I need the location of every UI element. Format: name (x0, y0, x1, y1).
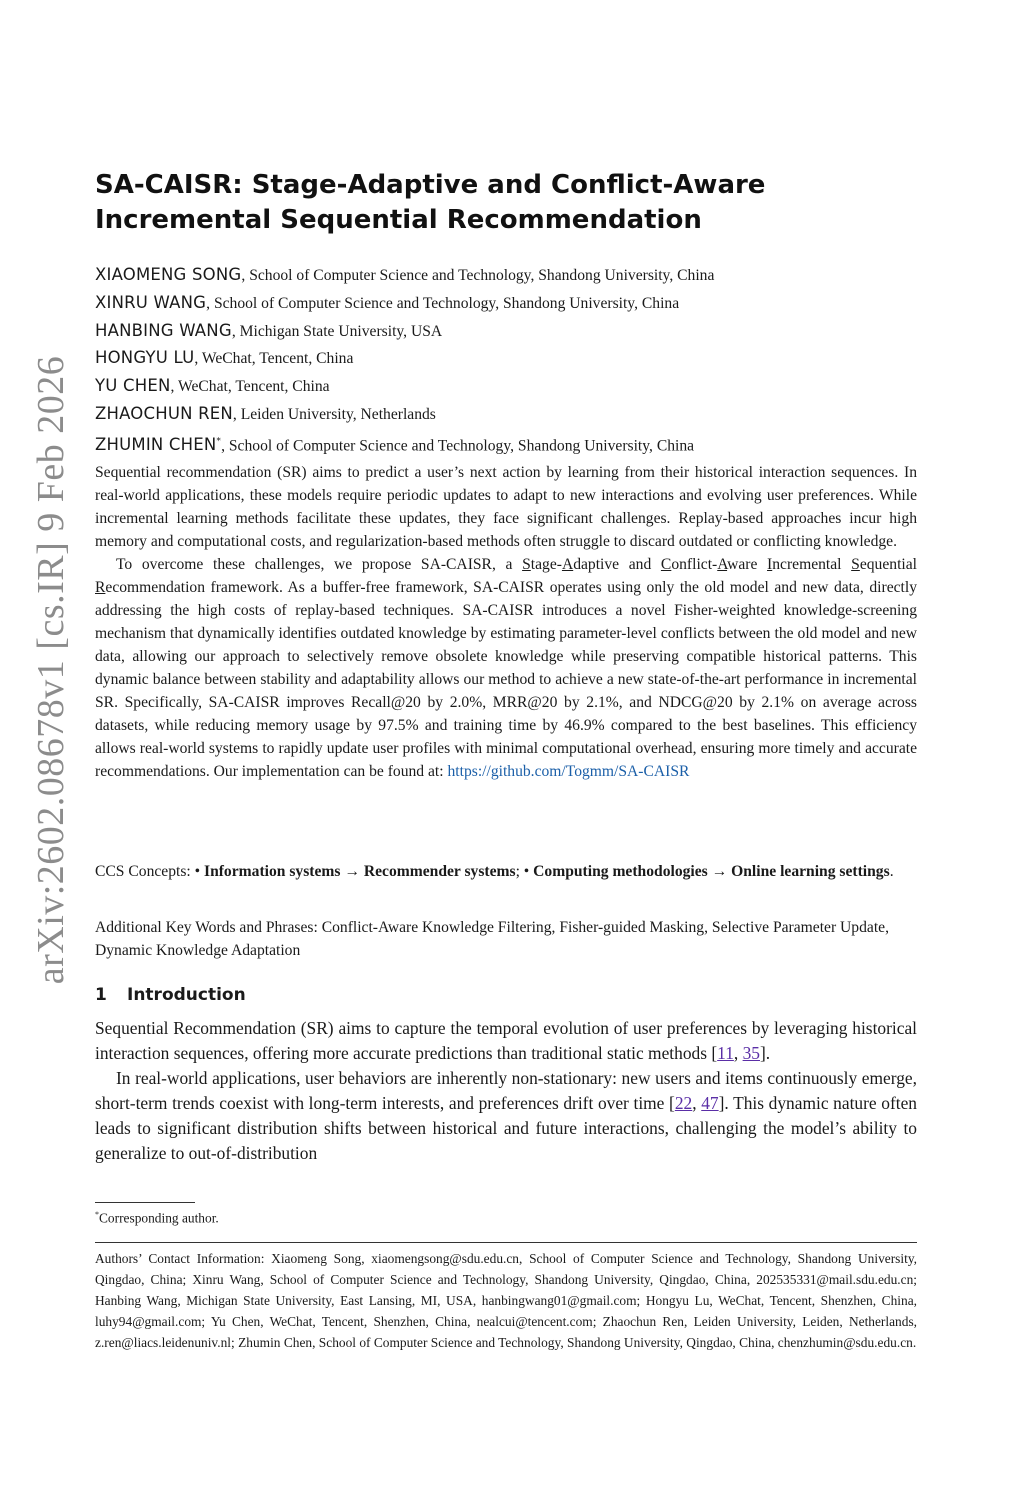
author-line (95, 318, 925, 346)
ccs-term: Computing methodologies (533, 863, 708, 880)
author-affiliation: , WeChat, Tencent, China (170, 378, 330, 396)
citation-link[interactable]: 47 (701, 1093, 719, 1113)
section-title: Introduction (127, 985, 246, 1005)
abstract-paragraph-2 (95, 553, 917, 783)
github-link[interactable]: https://github.com/Togmm/SA-CAISR (447, 763, 690, 780)
author-affiliation: , Michigan State University, USA (231, 322, 443, 340)
author-line (95, 290, 925, 318)
ccs-concepts (95, 861, 917, 884)
acronym-letter: R (95, 579, 106, 596)
intro-text: Sequential Recommendation (SR) aims to capture the temporal evolution of user preferences by leveraging historical interaction sequences, offering more accurate predictions than traditional static methods [ (95, 1018, 917, 1063)
author-line (95, 373, 925, 401)
author-name-text: ZHUMIN CHEN (95, 435, 217, 455)
citation-link[interactable]: 35 (742, 1043, 760, 1063)
footnote-divider (95, 1202, 195, 1203)
ccs-separator: ; • (515, 863, 534, 880)
abstract-text: To overcome these challenges, we propose SA-CAISR, a (116, 556, 523, 573)
ccs-arrow: → (340, 863, 364, 880)
abstract-text: equential (859, 556, 917, 573)
author-list (95, 262, 925, 460)
intro-text: , (692, 1093, 702, 1113)
section-heading (95, 985, 246, 1005)
acronym-letter: S (851, 556, 860, 573)
ccs-arrow: → (707, 863, 732, 880)
ccs-term: Recommender systems (363, 863, 516, 880)
author-name: XIAOMENG SONG (95, 265, 242, 284)
citation-link[interactable]: 22 (674, 1093, 693, 1113)
abstract-text: ware (727, 556, 768, 573)
acronym-letter: A (717, 556, 728, 573)
author-affiliation: , WeChat, Tencent, China (194, 350, 354, 368)
abstract-text: onflict- (671, 556, 718, 573)
author-name: HANBING WANG (95, 320, 232, 340)
arxiv-identifier: arXiv:2602.08678v1 [cs.IR] 9 Feb 2026 (30, 355, 72, 985)
abstract-text: ecommendation framework. As a buffer-free framework, SA-CAISR operates using only the old model and new data, directly addressing the high costs of replay-based techniques. SA-CAISR introduces a novel Fisher-weighted knowledge-screening mechanism that dynamically identifies outdated knowledge by estimating parameter-level conflicts between the old model and new data, allowing our approach to selectively remove obsolete knowledge while preserving compatible historical patterns. This dynamic balance between stability and adaptability allows our method to achieve a new state-of-the-art performance in incremental SR. Specifically, SA-CAISR improves Recall@20 by 2.0%, MRR@20 by 2.1%, and NDCG@20 by 2.1% on average across datasets, while reducing memory usage by 97.5% and training time by 46.9% compared to the best baselines. This efficiency allows real-world systems to rapidly update user profiles with minimal computational overhead, ensuring more timely and accurate recommendations. Our implementation can be found at: (95, 579, 917, 780)
abstract-text: tage- (530, 556, 562, 573)
acronym-letter: A (561, 556, 574, 573)
intro-text: In real-world applications, user behaviors are inherently non-stationary: new users and items continuously emerge, short-term trends coexist with long-term interests, and preferences drift over time [ (95, 1068, 917, 1113)
intro-text: , (733, 1043, 743, 1063)
introduction-body (95, 1016, 917, 1166)
acronym-letter: C (660, 556, 672, 573)
ccs-end: . (889, 863, 894, 880)
ccs-term: Online learning settings (731, 863, 890, 880)
author-affiliation: , School of Computer Science and Technology, Shandong University, China (241, 267, 715, 284)
author-name (95, 435, 221, 454)
author-affiliation: , School of Computer Science and Technology, Shandong University, China (206, 294, 680, 312)
author-name: XINRU WANG (95, 292, 207, 312)
footnote-text: Corresponding author. (99, 1210, 219, 1226)
ccs-term: Information systems (204, 863, 341, 880)
footnote (95, 1210, 219, 1226)
keywords: Additional Key Words and Phrases: Conflict-Aware Knowledge Filtering, Fisher-guided Masking, Selective Parameter Update, Dynamic Knowledge Adaptation (95, 919, 889, 959)
footnote-mark: * (95, 1210, 99, 1219)
corresponding-mark: * (216, 436, 222, 447)
abstract-paragraph-1: Sequential recommendation (SR) aims to predict a user’s next action by learning from their historical interaction sequences. In real-world applications, these models require periodic updates to adapt to new interactions and evolving user preferences. While incremental learning methods facilitate these updates, they face significant challenges. Replay-based approaches incur high memory and computational costs, and regularization-based methods often struggle to discard outdated or conflicting knowledge. (95, 464, 917, 550)
citation-link[interactable]: 11 (717, 1043, 734, 1063)
paper-title: SA-CAISR: Stage-Adaptive and Conflict-Aware Incremental Sequential Recommendation (95, 170, 766, 235)
author-line (95, 401, 925, 429)
arxiv-side-stamp (15, 250, 87, 1090)
author-line (95, 429, 925, 460)
contact-divider (95, 1242, 917, 1243)
author-affiliation: , School of Computer Science and Technology, Shandong University, China (221, 437, 695, 455)
author-name: HONGYU LU (95, 348, 195, 368)
ccs-label: CCS Concepts: • (95, 863, 204, 880)
intro-text: ]. (759, 1043, 771, 1063)
author-affiliation: , Leiden University, Netherlands (232, 405, 436, 423)
abstract-text: daptive and (573, 556, 661, 573)
author-line (95, 345, 925, 373)
intro-paragraph-1 (95, 1016, 917, 1066)
author-line (95, 262, 925, 290)
abstract-text: ncremental (772, 556, 852, 573)
intro-paragraph-2 (95, 1066, 917, 1166)
acronym-letter: S (522, 556, 531, 573)
author-name: ZHAOCHUN REN (95, 403, 233, 423)
author-contact-info: Authors’ Contact Information: Xiaomeng Song, xiaomengsong@sdu.edu.cn, School of Computer Science and Technology, Shandong University, Qingdao, China; Xinru Wang, School of Computer Science and Technology, Shandong University, Qingdao, China, 202535331@mail.sdu.edu.cn; Hanbing Wang, Michigan State University, East Lansing, MI, USA, hanbingwang01@gmail.com; Hongyu Lu, WeChat, Tencent, Shenzhen, China, luhy94@gmail.com; Yu Chen, WeChat, Tencent, Shenzhen, China, nealcui@tencent.com; Zhaochun Ren, Leiden University, Leiden, Netherlands, z.ren@liacs.leidenuniv.nl; Zhumin Chen, School of Computer Science and Technology, Shandong University, Qingdao, China, chenzhumin@sdu.edu.cn. (95, 1251, 917, 1350)
intro-text: ]. This dynamic nature often leads to significant distribution shifts between historical and future interactions, challenging the model’s ability to generalize to out-of-distribution (95, 1093, 917, 1163)
section-number: 1 (95, 985, 107, 1005)
acronym-letter: I (767, 556, 773, 573)
abstract (95, 461, 917, 783)
author-name: YU CHEN (95, 376, 171, 396)
